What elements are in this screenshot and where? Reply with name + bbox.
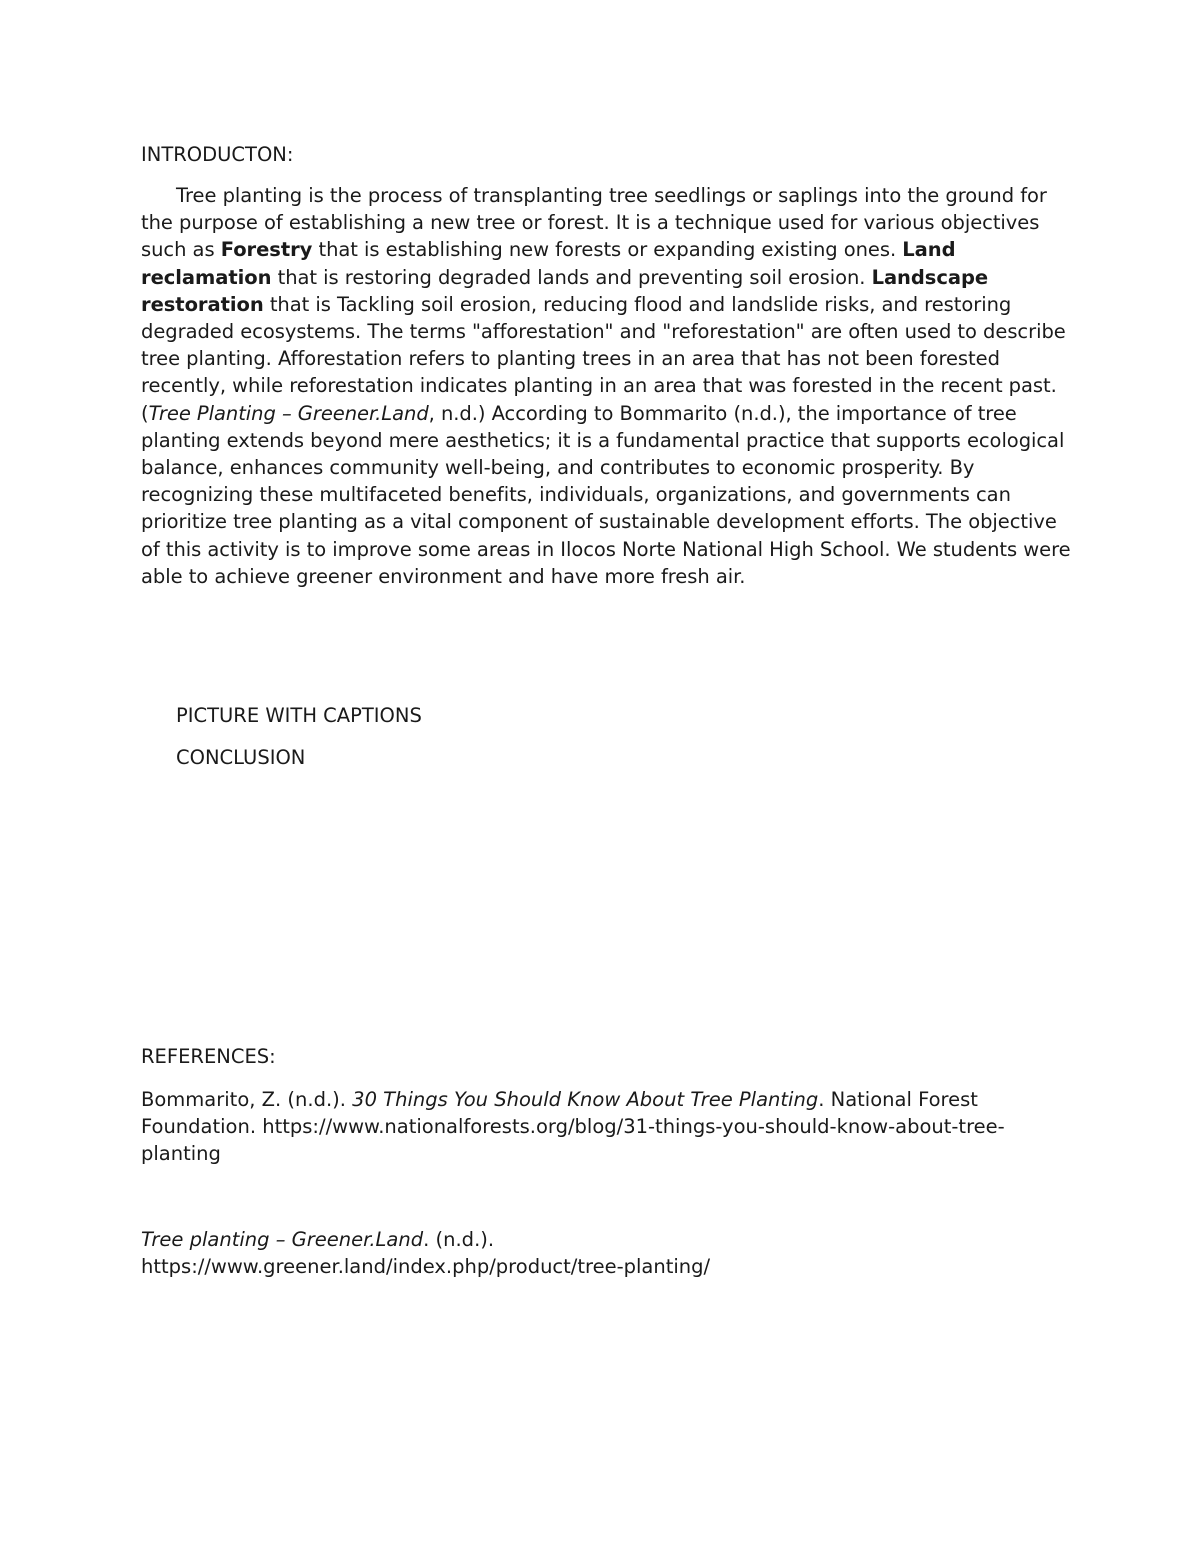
term-landscape-restoration: Landscape restoration	[141, 265, 989, 316]
intro-text-4: that is Tackling soil erosion, reducing flood and landslide risks, and restoring degraded ecosystems. The terms "afforestation" and "reforestation" are often used to describe tree planting. Afforestation refers to planting trees in an area that has not been forested recently, while reforestation indicates planting in an area that was forested in the recent past. (	[141, 292, 1066, 425]
ref1-rest: . National Forest Foundation. https://www.nationalforests.org/blog/31-things-you-should-know-about-tree-planting	[141, 1088, 1005, 1166]
ref2-url: https://www.greener.land/index.php/product/tree-planting/	[141, 1255, 711, 1279]
intro-text-2: that is establishing new forests or expanding existing ones.	[312, 238, 903, 262]
intro-paragraph	[141, 182, 1071, 590]
intro-text-5: , n.d.) According to Bommarito (n.d.), the importance of tree planting extends beyond mere aesthetics; it is a fundamental practice that supports ecological balance, enhances community well-being, and contributes to economic prosperity. By recognizing these multifaceted benefits, individuals, organizations, and governments can prioritize tree planting as a vital component of sustainable development efforts. The objective of this activity is to improve some areas in Ilocos Norte National High School. We students were able to achieve greener environment and have more fresh air.	[141, 401, 1071, 588]
references-heading: REFERENCES:	[141, 1045, 276, 1068]
intro-text-3: that is restoring degraded lands and preventing soil erosion.	[271, 265, 872, 289]
term-land-reclamation: Land reclamation	[141, 238, 956, 289]
ref2-title: Tree planting – Greener.Land	[141, 1228, 424, 1251]
term-forestry: Forestry	[220, 238, 313, 262]
reference-greener-land	[141, 1226, 1071, 1280]
conclusion-heading: CONCLUSION	[176, 746, 306, 769]
intro-heading: INTRODUCTON:	[141, 143, 294, 166]
ref1-author: Bommarito, Z. (n.d.).	[141, 1088, 353, 1111]
reference-bommarito	[141, 1086, 1071, 1168]
citation-title: Tree Planting – Greener.Land	[148, 401, 429, 425]
intro-text-1: Tree planting is the process of transplanting tree seedlings or saplings into the ground for the purpose of establishing a new tree or forest. It is a technique used for various objectives such as	[141, 184, 1047, 262]
ref2-date: . (n.d.).	[423, 1228, 495, 1251]
ref1-title: 30 Things You Should Know About Tree Planting	[352, 1088, 819, 1111]
pictures-heading: PICTURE WITH CAPTIONS	[176, 704, 422, 727]
